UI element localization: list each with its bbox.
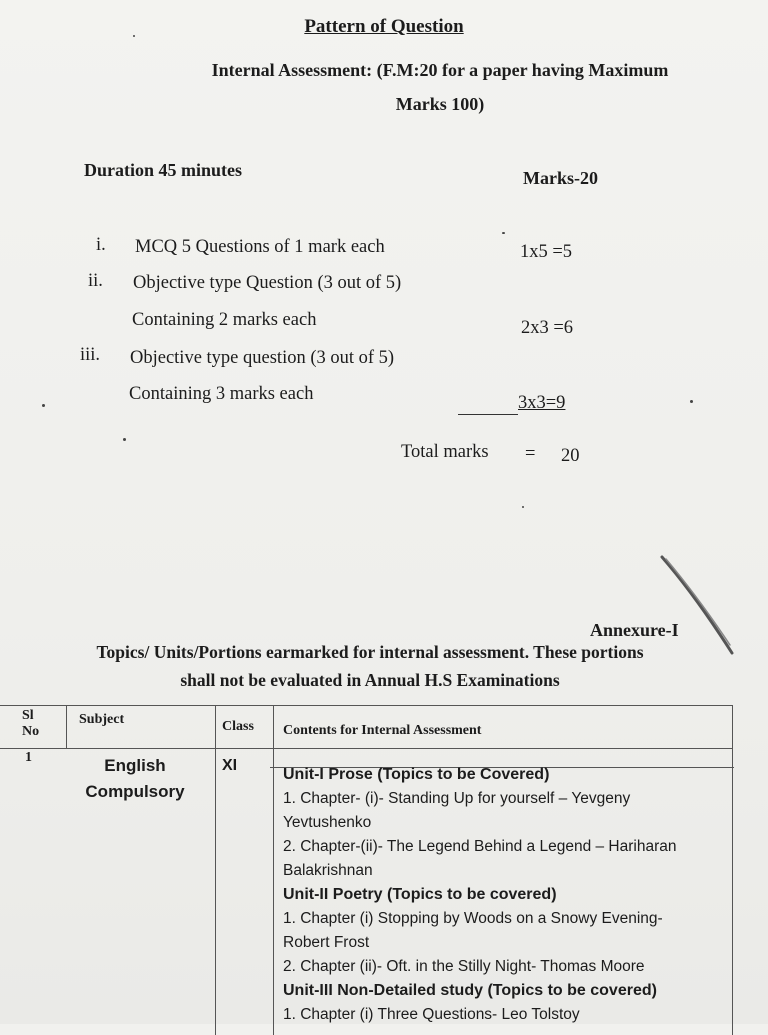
scan-speck: [42, 404, 45, 407]
total-value: 20: [561, 446, 580, 466]
chapter-line: Yevtushenko: [283, 814, 372, 831]
annexure-description: [30, 638, 710, 694]
row-sl-number: 1: [25, 750, 32, 765]
table-header-divider: [0, 748, 733, 749]
chapter-line: 1. Chapter (i) Stopping by Woods on a Snowy Evening-: [283, 910, 663, 927]
chapter-line: 2. Chapter-(ii)- The Legend Behind a Legend – Hariharan: [283, 838, 677, 855]
item-calc: 2x3 =6: [521, 318, 574, 338]
annexure-label: Annexure-I: [590, 620, 679, 640]
total-equals: =: [525, 444, 536, 464]
sum-underline: [458, 414, 518, 415]
header-no-line: No: [22, 724, 40, 739]
unit-heading: Unit-III Non-Detailed study (Topics to be covered): [283, 982, 657, 999]
chapter-line: Robert Frost: [283, 934, 370, 951]
item-text: MCQ 5 Questions of 1 mark each: [135, 237, 385, 257]
chapter-line: 2. Chapter (ii)- Oft. in the Stilly Night- Thomas Moore: [283, 958, 645, 975]
page-title: [0, 16, 768, 38]
annexure-line-2: shall not be evaluated in Annual H.S Examinations: [180, 670, 560, 690]
table-col-divider: [273, 705, 274, 1035]
duration-label: Duration 45 minutes: [84, 160, 243, 180]
item-number: i.: [96, 235, 106, 255]
item-number: ii.: [88, 271, 103, 291]
marks-total-label: Marks-20: [523, 168, 598, 188]
annexure-line-1: Topics/ Units/Portions earmarked for internal assessment. These portions: [96, 642, 644, 662]
unit-heading: Unit-I Prose (Topics to be Covered): [283, 766, 550, 783]
header-sl-line: Sl: [22, 708, 34, 723]
scan-speck: [123, 438, 126, 441]
item-text-continued: Containing 2 marks each: [132, 310, 317, 330]
subject-line-2: Compulsory: [85, 782, 185, 801]
scan-speck: [522, 506, 524, 508]
chapter-line: 1. Chapter (i) Three Questions- Leo Tolstoy: [283, 1006, 580, 1023]
row-subject: [70, 753, 200, 805]
header-contents: Contents for Internal Assessment: [283, 723, 482, 738]
total-label: Total marks: [401, 442, 489, 462]
subtitle: [150, 53, 730, 121]
item-text: Objective type question (3 out of 5): [130, 348, 395, 368]
table-col-divider: [66, 705, 67, 748]
scan-speck: [690, 400, 693, 403]
page-title-text: Pattern of Question: [304, 16, 464, 37]
table-border-top: [0, 705, 732, 706]
header-class: Class: [222, 719, 254, 734]
assessment-table: [0, 705, 768, 1035]
subtitle-line-2: Marks 100): [395, 94, 485, 114]
item-calc: 3x3=9: [518, 393, 566, 413]
item-text: Objective type Question (3 out of 5): [133, 273, 402, 293]
item-calc: 1x5 =5: [520, 242, 573, 262]
item-text-continued: Containing 3 marks each: [129, 384, 314, 404]
header-sl-no: [22, 708, 39, 740]
row-class: XI: [222, 757, 238, 774]
scan-speck: [502, 232, 505, 234]
item-number: iii.: [80, 345, 101, 365]
header-subject: Subject: [79, 712, 125, 727]
subtitle-line-1: Internal Assessment: (F.M:20 for a paper having Maximum: [211, 60, 669, 80]
chapter-line: 1. Chapter- (i)- Standing Up for yourself – Yevgeny: [283, 790, 631, 807]
chapter-line: Balakrishnan: [283, 862, 373, 879]
row-contents: [283, 763, 733, 1027]
scan-speck: [133, 35, 135, 37]
subject-line-1: English: [104, 756, 166, 775]
table-col-divider: [215, 705, 216, 1035]
unit-heading: Unit-II Poetry (Topics to be covered): [283, 886, 557, 903]
